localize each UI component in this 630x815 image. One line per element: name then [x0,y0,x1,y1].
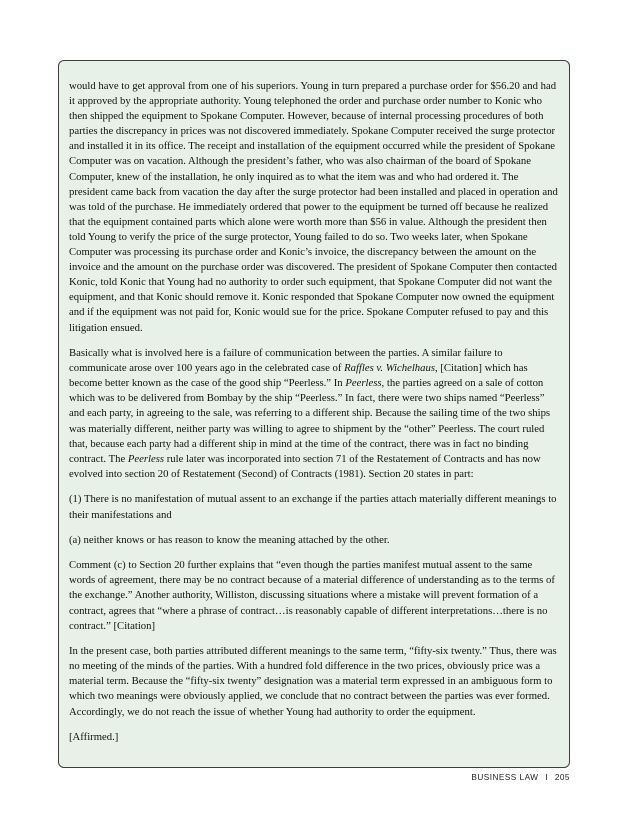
book-title: BUSINESS LAW [471,773,539,782]
restatement-quote-1: (1) There is no manifestation of mutual assent to an exchange if the parties attach materially different meanings to their manifestations and [69,493,557,521]
case-paragraph-holding: In the present case, both parties attributed different meanings to the same term, “fifty-six twenty.” Thus, there was no meeting of the minds of the parties. With a hundred fold difference in the two prices, obviously price was a material term. Because the “fifty-six twenty” designation was a material term expressed in an ambiguous form to which two meanings were obviously applied, we conclude that no contract between the parties was ever formed. Accordingly, we do not reach the issue of whether Young had authority to order the equipment. [69,645,557,718]
restatement-quote-a: (a) neither knows or has reason to know the meaning attached by the other. [69,533,390,546]
case-citation-raffles: Raffles v. Wichelhaus [344,362,435,375]
page-footer [471,773,570,782]
case-paragraph-2 [69,346,559,482]
text-run: Basically what is involved here is a failure of communication between the parties. A similar failure to communicate arose over 100 years ago in the celebrated case of [69,347,503,375]
footer-separator: I [545,773,549,782]
page-number: 205 [554,773,570,782]
case-name-peerless: Peerless [127,452,165,465]
case-paragraph-1: would have to get approval from one of his superiors. Young in turn prepared a purchase order for $56.20 and had it approved by the appropriate authority. Young telephoned the order and purchase order number to Konic who then shipped the equipment to Spokane Computer. However, because of internal processing procedures of both parties the discrepancy in prices was not discovered immediately. Spokane Computer received the surge protector and installed it in its office. The receipt and installation of the equipment occurred while the president of Spokane Computer was on vacation. Although the president’s father, who was also chairman of the board of Spokane Computer, knew of the installation, he only inquired as to what the item was and who had ordered it. The president came back from vacation the day after the surge protector had been installed and placed in operation and was told of the purchase. He immediately ordered that power to the equipment be turned off because he realized that the equipment contained parts which alone were worth more than $56 in value. Although the president then told Young to verify the price of the surge protector, Young failed to do so. Two weeks later, when Spokane Computer was processing its purchase order and Konic’s invoice, the discrepancy between the amount on the invoice and the amount on the purchase order was discovered. The president of Spokane Computer then contacted Konic, told Konic that Young had no authority to order such equipment, that Spokane Computer did not want the equipment, and that Konic should remove it. Konic responded that Spokane Computer now owned the equipment and if the equipment was not paid for, Konic would sue for the price. Spokane Computer refused to pay and this litigation ensued. [69,80,558,334]
case-disposition: [Affirmed.] [69,731,119,744]
text-run: , the parties agreed on a sale of cotton which was to be delivered from Bombay by the ship “Peerless.” In fact, there were two ships named “Peerless” and each party, in agreeing to the sale, was referring to a different ship. Because the sailing time of the two ships was materially different, neither party was willing to agree to shipment by the “other” Peerless. The court ruled that, because each party had a different ship in mind at the time of the contract, there was in fact no binding contract. The [69,377,551,465]
text-run: , [Citation] which has become better known as the case of the good ship “Peerless.” In [69,362,528,390]
case-excerpt-box [58,60,570,768]
case-paragraph-comment: Comment (c) to Section 20 further explains that “even though the parties manifest mutual assent to the same words of agreement, there may be no contract because of a material difference of understanding as to the terms of the exchange.” Another authority, Williston, discussing situations where a mistake will prevent formation of a contract, agrees that “where a phrase of contract…is reasonably capable of different interpretations…there is no contract.” [Citation] [69,559,555,632]
text-run: rule later was incorporated into section 71 of the Restatement of Contracts and has now evolved into section 20 of Restatement (Second) of Contracts (1981). Section 20 states in part: [69,452,541,480]
case-name-peerless: Peerless [345,377,382,390]
